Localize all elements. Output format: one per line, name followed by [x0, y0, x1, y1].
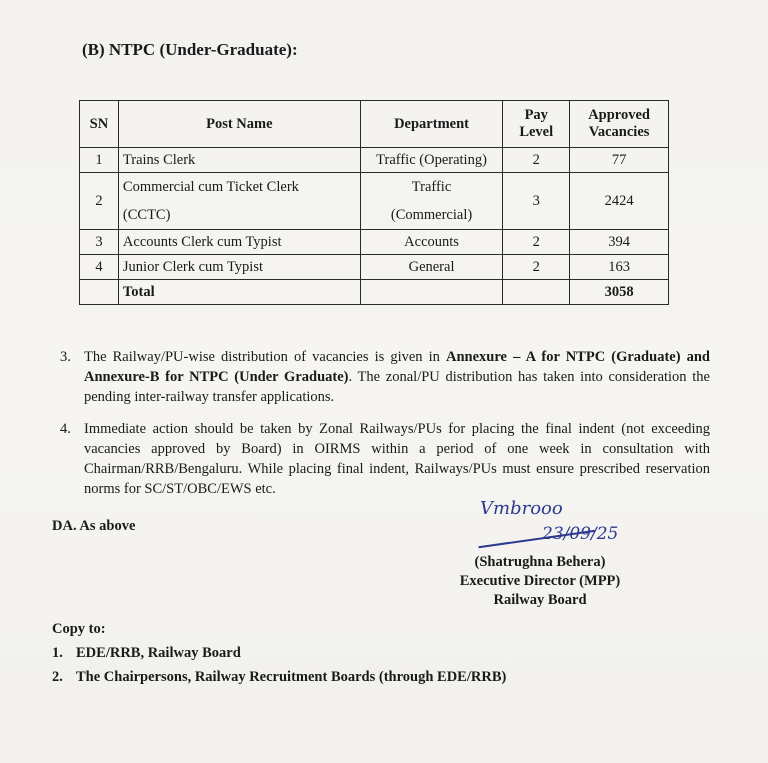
cell-post-name: Junior Clerk cum Typist — [118, 255, 360, 280]
header-sn: SN — [80, 101, 119, 148]
cell-empty — [360, 280, 503, 305]
cell-vacancies: 77 — [570, 148, 669, 173]
cell-empty — [503, 280, 570, 305]
copy-to-label: Copy to: — [52, 621, 106, 637]
table-row — [80, 173, 669, 230]
total-label: Total — [118, 280, 360, 305]
copy-to-item: 1. EDE/RRB, Railway Board — [52, 645, 241, 661]
signature-scribble: Vmbrooo — [480, 498, 563, 519]
table-header-row — [80, 101, 669, 148]
table-row — [80, 230, 669, 255]
cell-pay-level: 2 — [503, 230, 570, 255]
cell-sn: 2 — [80, 173, 119, 230]
cell-sn: 3 — [80, 230, 119, 255]
header-department: Department — [360, 101, 503, 148]
cell-post-name: Accounts Clerk cum Typist — [118, 230, 360, 255]
paragraph-4: 4. Immediate action should be taken by Zonal Railways/PUs for placing the final indent (not exceeding vacancies approved by Board) in OIRMS within a period of one week in consultation with Chairman/RRB/Bengaluru. While placing final indent, Railways/PUs must ensure prescribed reservation norms for SC/ST/OBC/EWS etc. — [60, 421, 710, 497]
signatory-office: Railway Board — [493, 592, 587, 608]
copy-to-section — [52, 617, 506, 689]
signatory-block — [440, 553, 640, 610]
paragraph-3: 3. The Railway/PU-wise distribution of vacancies is given in Annexure – A for NTPC (Graduate) and Annexure-B for NTPC (Under Graduate). The zonal/PU distribution has taken into consideration the pending inter-railway transfer applications. — [60, 349, 710, 405]
cell-vacancies: 394 — [570, 230, 669, 255]
cell-department: Accounts — [360, 230, 503, 255]
cell-sn-empty — [80, 280, 119, 305]
cell-vacancies: 163 — [570, 255, 669, 280]
copy-to-item: 2. The Chairpersons, Railway Recruitment Boards (through EDE/RRB) — [52, 669, 507, 685]
signatory-name: (Shatrughna Behera) — [474, 554, 606, 570]
cell-pay-level: 2 — [503, 148, 570, 173]
table-row — [80, 148, 669, 173]
cell-department: Traffic (Commercial) — [360, 173, 503, 230]
cell-pay-level: 3 — [503, 173, 570, 230]
header-post-name: Post Name — [118, 101, 360, 148]
cell-department: Traffic (Operating) — [360, 148, 503, 173]
enclosure-note: DA. As above — [52, 518, 136, 534]
cell-sn: 1 — [80, 148, 119, 173]
paragraph-number: 3. — [60, 349, 71, 365]
cell-post-name: Trains Clerk — [118, 148, 360, 173]
header-approved-vacancies: Approved Vacancies — [570, 101, 669, 148]
total-value: 3058 — [570, 280, 669, 305]
annexure-reference: Annexure – A for NTPC (Graduate) and Annexure-B for NTPC (Under Graduate) — [84, 349, 710, 385]
table-total-row — [80, 280, 669, 305]
cell-vacancies: 2424 — [570, 173, 669, 230]
vacancy-table — [79, 100, 669, 305]
cell-department: General — [360, 255, 503, 280]
cell-pay-level: 2 — [503, 255, 570, 280]
cell-post-name: Commercial cum Ticket Clerk (CCTC) — [118, 173, 360, 230]
section-heading: (B) NTPC (Under-Graduate): — [82, 40, 298, 59]
header-pay-level: Pay Level — [503, 101, 570, 148]
table-row — [80, 255, 669, 280]
cell-sn: 4 — [80, 255, 119, 280]
signature-date: 23/09/25 — [542, 524, 619, 544]
signatory-designation: Executive Director (MPP) — [459, 573, 621, 589]
paragraph-number: 4. — [60, 421, 71, 437]
